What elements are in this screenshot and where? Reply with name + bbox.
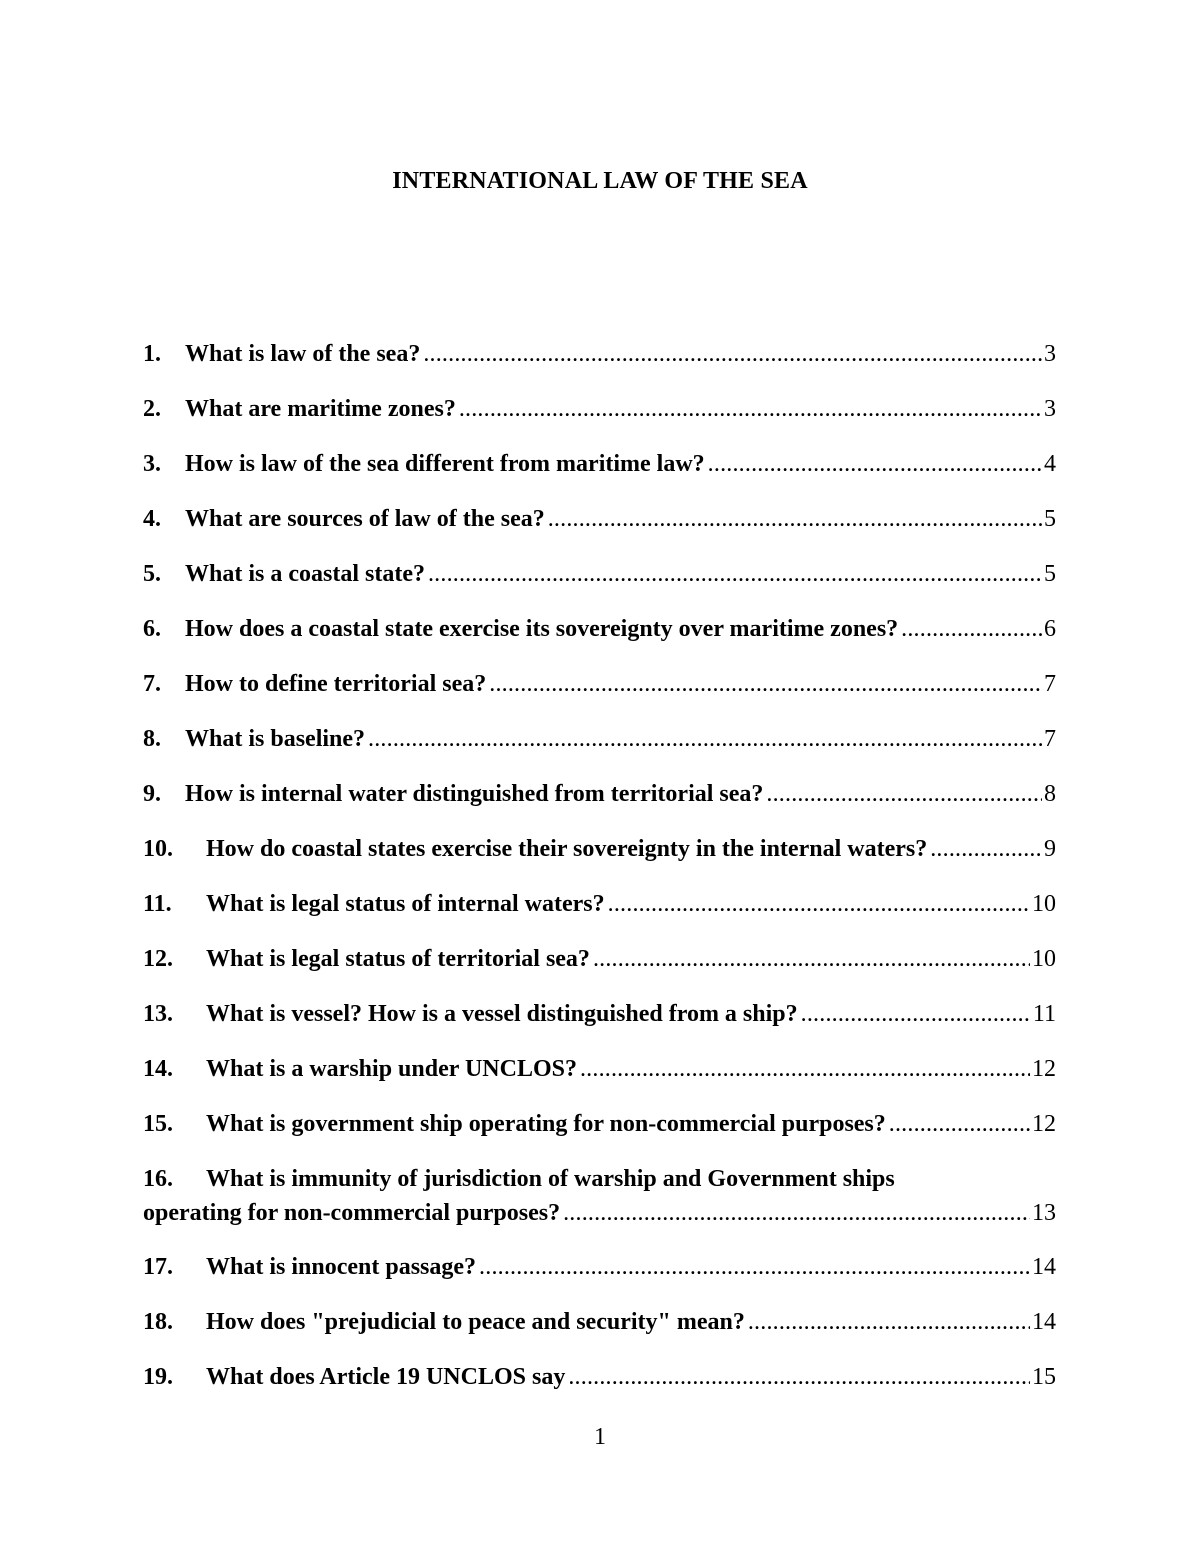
toc-entry-number: 17.: [143, 1254, 173, 1280]
toc-entry[interactable]: [143, 502, 1056, 557]
toc-entry-number: 12.: [143, 946, 173, 972]
toc-entry-page: 10: [1032, 891, 1056, 917]
toc-entry-number: 1.: [143, 341, 161, 367]
table-of-contents: [143, 337, 1056, 1415]
toc-entry-page: 10: [1032, 946, 1056, 972]
toc-entry[interactable]: [143, 777, 1056, 832]
toc-entry-page: 3: [1044, 341, 1056, 367]
toc-entry-number: 15.: [143, 1111, 173, 1137]
dot-leader: [580, 1052, 1030, 1086]
toc-entry-number: 14.: [143, 1056, 173, 1082]
dot-leader: [766, 777, 1042, 811]
toc-entry-page: 11: [1032, 1001, 1056, 1027]
toc-entry-number: 13.: [143, 1001, 173, 1027]
toc-entry-title: How does "prejudicial to peace and security" mean?: [206, 1309, 745, 1335]
dot-leader: [593, 942, 1030, 976]
toc-entry-number: 5.: [143, 561, 161, 587]
dot-leader: [889, 1107, 1030, 1141]
dot-leader: [548, 502, 1042, 536]
dot-leader: [708, 447, 1042, 481]
dot-leader: [479, 1250, 1030, 1284]
toc-entry-title: What is legal status of internal waters?: [206, 891, 605, 917]
toc-entry-title: What is innocent passage?: [206, 1254, 477, 1280]
toc-entry-number: 4.: [143, 506, 161, 532]
toc-entry-number: 3.: [143, 451, 161, 477]
toc-entry-page: 6: [1044, 616, 1056, 642]
toc-entry-title: What is legal status of territorial sea?: [206, 946, 590, 972]
toc-entry-page: 15: [1032, 1364, 1056, 1390]
dot-leader: [901, 612, 1042, 646]
toc-entry-number: 7.: [143, 671, 161, 697]
toc-entry-number: 8.: [143, 726, 161, 752]
toc-entry[interactable]: [143, 997, 1056, 1052]
dot-leader: [489, 667, 1042, 701]
toc-entry-page: 7: [1044, 671, 1056, 697]
toc-entry-title: What is a coastal state?: [185, 561, 425, 587]
dot-leader: [563, 1196, 1030, 1230]
toc-entry-number: 18.: [143, 1309, 173, 1335]
dot-leader: [801, 997, 1031, 1031]
toc-entry-title-line2: operating for non-commercial purposes?: [143, 1200, 561, 1226]
toc-entry-number: 2.: [143, 396, 161, 422]
toc-entry-title: What is vessel? How is a vessel distinguished from a ship?: [206, 1001, 798, 1027]
toc-entry[interactable]: [143, 942, 1056, 997]
toc-entry-page: 5: [1044, 561, 1056, 587]
toc-entry-page: 5: [1044, 506, 1056, 532]
toc-entry-title: How is internal water distinguished from territorial sea?: [185, 781, 764, 807]
toc-entry-page: 4: [1044, 451, 1056, 477]
toc-entry-page: 14: [1032, 1254, 1056, 1280]
toc-entry-number: 19.: [143, 1364, 173, 1390]
dot-leader: [428, 557, 1042, 591]
toc-entry-number: 6.: [143, 616, 161, 642]
toc-entry-number: 16.: [143, 1166, 173, 1192]
toc-entry[interactable]: [143, 1052, 1056, 1107]
page-number: 1: [594, 1424, 606, 1450]
toc-entry-title: How do coastal states exercise their sovereignty in the internal waters?: [206, 836, 928, 862]
dot-leader: [608, 887, 1030, 921]
toc-entry[interactable]: [143, 1107, 1056, 1162]
toc-entry-page: 3: [1044, 396, 1056, 422]
toc-entry-page: 12: [1032, 1111, 1056, 1137]
toc-entry[interactable]: [143, 1162, 1056, 1250]
toc-entry[interactable]: [143, 1250, 1056, 1305]
toc-entry-title: What is a warship under UNCLOS?: [206, 1056, 577, 1082]
toc-entry-page: 7: [1044, 726, 1056, 752]
toc-entry-title: What are sources of law of the sea?: [185, 506, 545, 532]
toc-entry[interactable]: [143, 557, 1056, 612]
dot-leader: [930, 832, 1042, 866]
toc-entry-title: How to define territorial sea?: [185, 671, 487, 697]
toc-entry-title: How is law of the sea different from maritime law?: [185, 451, 705, 477]
document-title: INTERNATIONAL LAW OF THE SEA: [392, 168, 808, 194]
toc-entry-number: 10.: [143, 836, 173, 862]
toc-entry[interactable]: [143, 612, 1056, 667]
toc-entry[interactable]: [143, 447, 1056, 502]
toc-entry[interactable]: [143, 392, 1056, 447]
toc-entry-number: 11.: [143, 891, 172, 917]
dot-leader: [423, 337, 1042, 371]
toc-entry[interactable]: [143, 1305, 1056, 1360]
toc-entry-page: 8: [1044, 781, 1056, 807]
toc-entry-page: 13: [1032, 1200, 1056, 1226]
dot-leader: [459, 392, 1042, 426]
toc-entry-page: 14: [1032, 1309, 1056, 1335]
toc-entry[interactable]: [143, 887, 1056, 942]
toc-entry-title: What is law of the sea?: [185, 341, 421, 367]
toc-entry-title: What does Article 19 UNCLOS say: [206, 1364, 566, 1390]
toc-entry-title-line1: What is immunity of jurisdiction of warship and Government ships: [206, 1166, 895, 1192]
toc-entry-page: 12: [1032, 1056, 1056, 1082]
dot-leader: [368, 722, 1042, 756]
toc-entry[interactable]: [143, 722, 1056, 777]
toc-entry-title: What is baseline?: [185, 726, 366, 752]
toc-entry-title: What is government ship operating for non-commercial purposes?: [206, 1111, 886, 1137]
toc-entry-title: What are maritime zones?: [185, 396, 456, 422]
dot-leader: [568, 1360, 1030, 1394]
dot-leader: [748, 1305, 1030, 1339]
toc-entry[interactable]: [143, 1360, 1056, 1415]
toc-entry[interactable]: [143, 667, 1056, 722]
toc-entry-title: How does a coastal state exercise its sovereignty over maritime zones?: [185, 616, 899, 642]
toc-entry[interactable]: [143, 832, 1056, 887]
toc-entry-number: 9.: [143, 781, 161, 807]
toc-entry[interactable]: [143, 337, 1056, 392]
toc-entry-page: 9: [1044, 836, 1056, 862]
